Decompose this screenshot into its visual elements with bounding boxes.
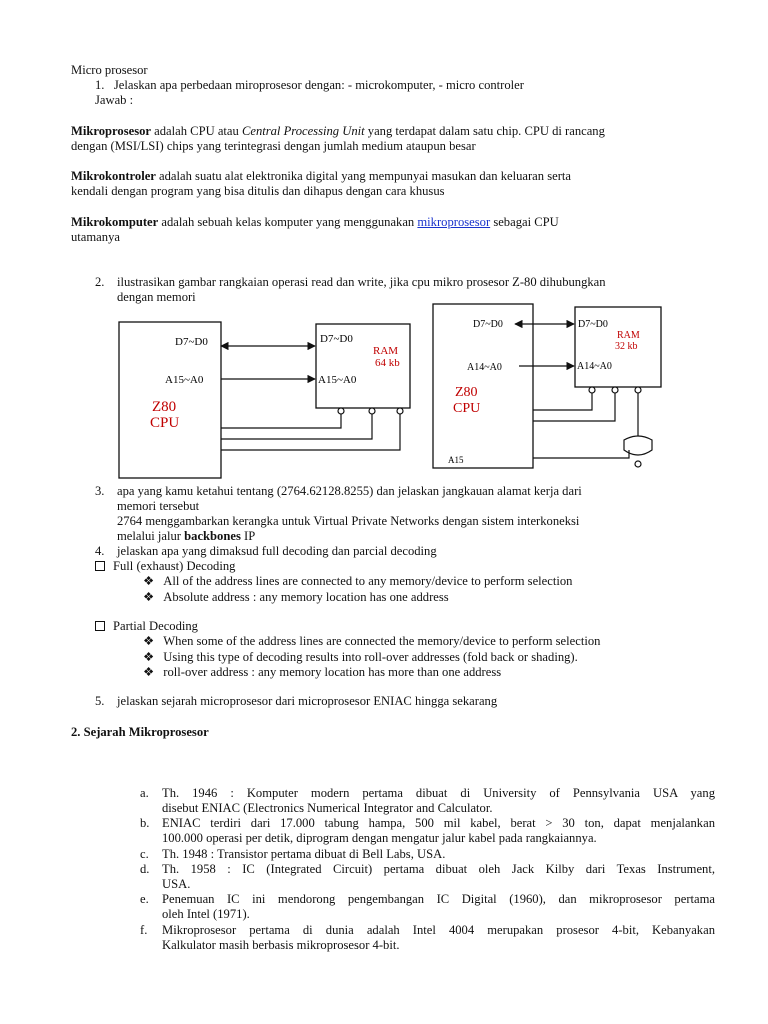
cpu-data-label: D7~D0	[473, 319, 503, 330]
term: Mikrokomputer	[71, 215, 159, 229]
page-heading: Micro prosesor	[71, 63, 148, 77]
cpu-address-label: A15~A0	[165, 374, 204, 386]
diagram-right	[433, 304, 661, 468]
ram-name: RAM	[373, 345, 399, 357]
ram-size: 64 kb	[375, 357, 400, 369]
question-2-line2: dengan memori	[117, 290, 196, 304]
cpu-name: Z80	[455, 385, 478, 400]
history-item-text: ENIAC terdiri dari 17.000 tabung hampa, 500 mil kabel, berat > 30 ton, dapat menjalankan	[162, 816, 715, 830]
ram-name: RAM	[617, 330, 640, 341]
ram-address-label: A15~A0	[318, 374, 357, 386]
question-5-number: 5.	[95, 694, 105, 708]
diamond-bullet-icon: ❖	[143, 590, 155, 604]
question-text: Jelaskan apa perbedaan miroprosesor dengan: - microkomputer, - micro controler	[113, 78, 524, 92]
history-item-text: Th. 1958 : IC (Integrated Circuit) pertama dibuat oleh Jack Kilby dari Texas Instrument,	[162, 862, 715, 876]
question-3-number: 3.	[95, 484, 105, 498]
diamond-bullet-icon: ❖	[143, 634, 155, 648]
history-item-text: Th. 1948 : Transistor pertama dibuat di Bell Labs, USA.	[162, 847, 446, 861]
history-item-text: Mikroprosesor pertama di dunia adalah Intel 4004 merupakan prosesor 4-bit, Kebanyakan	[162, 923, 715, 937]
partial-decoding-item-3: ❖ roll-over address : any memory location has more than one address	[143, 665, 502, 679]
question-5-text: jelaskan sejarah microprosesor dari microprosesor ENIAC hingga sekarang	[117, 694, 498, 708]
question-number: 1.	[95, 78, 105, 92]
history-item-text-cont: 100.000 operasi per detik, diprogram dengan mengatur jalur kabel pada rangkaiannya.	[162, 831, 597, 845]
ram-size: 32 kb	[615, 341, 638, 352]
definition-mikrokontroler-line2: kendali dengan program yang bisa ditulis dan dihapus dengan cara khusus	[71, 184, 445, 198]
question-3-answer-1: 2764 menggambarkan kerangka untuk Virtual Private Networks dengan sistem interkoneksi	[117, 514, 580, 528]
question-4-number: 4.	[95, 544, 105, 558]
diamond-bullet-icon: ❖	[143, 650, 155, 664]
partial-decoding-title: Partial Decoding	[95, 619, 198, 634]
control-lines	[221, 408, 403, 450]
history-item-text: Th. 1946 : Komputer modern pertama dibuat di University of Pennsylvania USA yang	[162, 786, 715, 800]
history-item-text-cont: disebut ENIAC (Electronics Numerical Integrator and Calculator.	[162, 801, 493, 815]
diamond-bullet-icon: ❖	[143, 665, 155, 679]
diamond-bullet-icon: ❖	[143, 574, 155, 588]
cpu-name-2: CPU	[453, 401, 481, 416]
definition-mikrokomputer: Mikrokomputer adalah sebuah kelas komputer yang menggunakan mikroprosesor sebagai CPU	[71, 215, 559, 229]
question-4-text: jelaskan apa yang dimaksud full decoding dan parcial decoding	[117, 544, 437, 558]
definition-mikroprosesor: Mikroprosesor adalah CPU atau Central Processing Unit yang terdapat dalam satu chip. CPU di rancang	[71, 124, 605, 138]
diagram-left	[119, 322, 410, 478]
history-item-text: Penemuan IC ini mendorong pengembangan IC Digital (1960), dan mikroprosesor pertama	[162, 892, 715, 906]
cpu-data-label: D7~D0	[175, 336, 208, 348]
history-item-text-cont: oleh Intel (1971).	[162, 907, 250, 921]
history-item-label: b.	[140, 816, 150, 830]
history-item-label: a.	[140, 786, 149, 800]
history-item-label: e.	[140, 892, 149, 906]
cpu-address-label: A14~A0	[467, 362, 502, 373]
z80-memory-diagram	[110, 300, 670, 480]
checkbox-icon	[95, 561, 105, 571]
question-1	[95, 78, 524, 93]
question-3-answer-2: melalui jalur backbones IP	[117, 529, 256, 543]
or-gate-icon	[624, 436, 652, 455]
full-decoding-item-1: ❖ All of the address lines are connected to any memory/device to perform selection	[143, 574, 573, 588]
ram-data-label: D7~D0	[578, 319, 608, 330]
partial-decoding-item-2: ❖ Using this type of decoding results into roll-over addresses (fold back or shading).	[143, 650, 578, 664]
history-item-label: c.	[140, 847, 149, 861]
cpu-name: Z80	[152, 399, 177, 415]
section-title: 2. Sejarah Mikroprosesor	[71, 725, 209, 739]
partial-decoding-item-1: ❖ When some of the address lines are connected the memory/device to perform selection	[143, 634, 601, 648]
definition-mikrokontroler: Mikrokontroler adalah suatu alat elektronika digital yang mempunyai masukan dan keluaran serta	[71, 169, 571, 183]
question-3-line2: memori tersebut	[117, 499, 200, 513]
history-item-label: d.	[140, 862, 150, 876]
mikroprosesor-link[interactable]: mikroprosesor	[417, 215, 491, 229]
a15-label: A15	[448, 455, 464, 465]
definition-mikroprosesor-line2: dengan (MSI/LSI) chips yang terintegrasi dengan jumlah medium ataupun besar	[71, 139, 476, 153]
definition-mikrokomputer-line2: utamanya	[71, 230, 120, 244]
answer-label: Jawab :	[95, 93, 134, 107]
history-item-text-cont: USA.	[162, 877, 191, 891]
question-2-line1: ilustrasikan gambar rangkaian operasi read dan write, jika cpu mikro prosesor Z-80 dihubungkan	[117, 275, 606, 289]
ram-data-label: D7~D0	[320, 333, 353, 345]
question-2-number: 2.	[95, 275, 105, 289]
term: Mikroprosesor	[71, 124, 151, 138]
checkbox-icon	[95, 621, 105, 631]
term: Mikrokontroler	[71, 169, 156, 183]
ram-address-label: A14~A0	[577, 361, 612, 372]
cpu-name-2: CPU	[150, 415, 180, 431]
history-item-label: f.	[140, 923, 148, 937]
full-decoding-title: Full (exhaust) Decoding	[95, 559, 235, 574]
control-lines	[533, 387, 652, 467]
question-3-line1: apa yang kamu ketahui tentang (2764.62128.8255) dan jelaskan jangkauan alamat kerja dari	[117, 484, 582, 498]
history-item-text-cont: Kalkulator masih berbasis mikroprosesor 4-bit.	[162, 938, 400, 952]
full-decoding-item-2: ❖ Absolute address : any memory location has one address	[143, 590, 449, 604]
